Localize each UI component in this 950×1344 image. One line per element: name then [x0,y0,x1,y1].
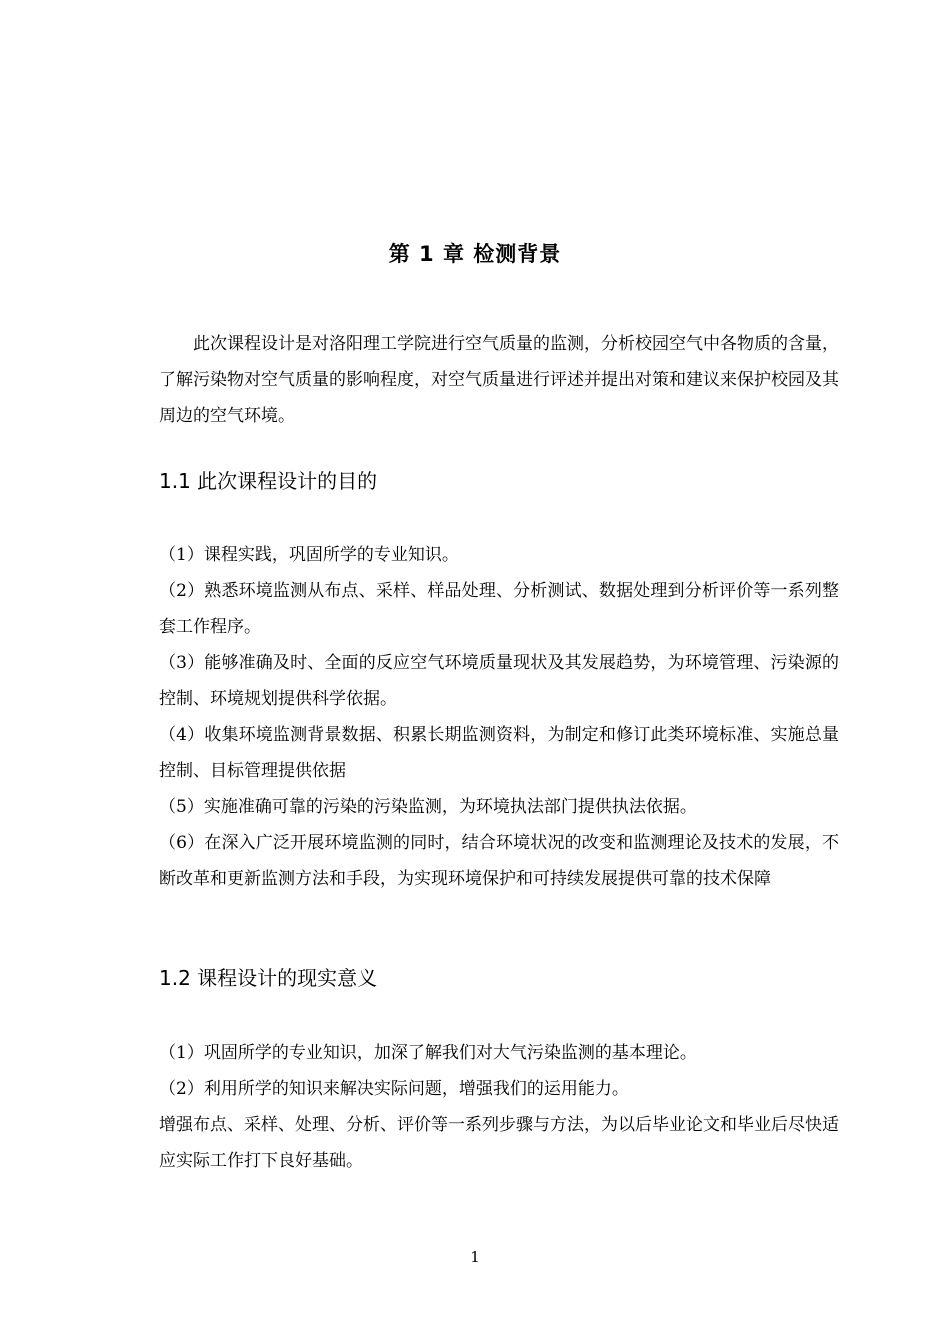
page-number: 1 [470,1248,480,1266]
significance-item-1: （1）巩固所学的专业知识，加深了解我们对大气污染监测的基本理论。 [159,1043,697,1063]
objective-item-2: （2）熟悉环境监测从布点、采样、样品处理、分析测试、数据处理到分析评价等一系列整套工作程序。 [159,581,839,637]
objective-item-6: （6）在深入广泛开展环境监测的同时，结合环境状况的改变和监测理论及技术的发展，不断改革和更新监测方法和手段，为实现环境保护和可持续发展提供可靠的技术保障 [159,833,839,889]
objective-item-4: （4）收集环境监测背景数据、积累长期监测资料，为制定和修订此类环境标准、实施总量控制、目标管理提供依据 [159,725,839,781]
significance-item-3: 增强布点、采样、处理、分析、评价等一系列步骤与方法，为以后毕业论文和毕业后尽快适应实际工作打下良好基础。 [159,1115,839,1171]
significance-item-2: （2）利用所学的知识来解决实际问题，增强我们的运用能力。 [159,1079,629,1099]
intro-paragraph: 此次课程设计是对洛阳理工学院进行空气质量的监测，分析校园空气中各物质的含量，了解污染物对空气质量的影响程度，对空气质量进行评述并提出对策和建议来保护校园及其周边的空气环境。 [159,334,839,426]
objective-item-3: （3）能够准确及时、全面的反应空气环境质量现状及其发展趋势，为环境管理、污染源的控制、环境规划提供科学依据。 [159,653,839,709]
chapter-title: 第 1 章 检测背景 [388,242,562,266]
objective-item-5: （5）实施准确可靠的污染的污染监测，为环境执法部门提供执法依据。 [159,797,697,817]
section-heading-1-1: 1.1 此次课程设计的目的 [159,469,378,493]
objective-item-1: （1）课程实践，巩固所学的专业知识。 [159,545,459,565]
section-heading-1-2: 1.2 课程设计的现实意义 [159,966,378,990]
